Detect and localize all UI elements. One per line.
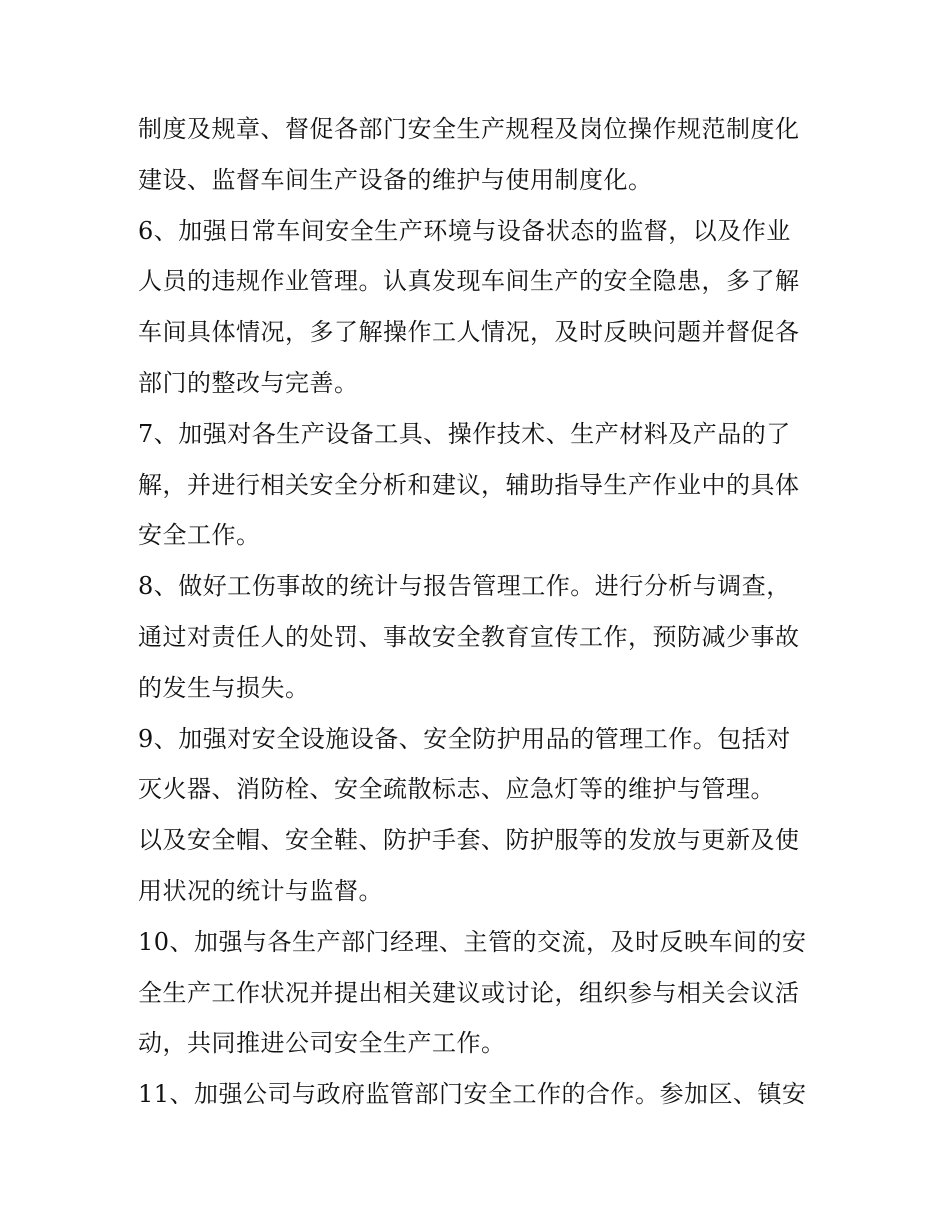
text-line: 通过对责任人的处罚、事故安全教育宣传工作，预防减少事故 — [138, 622, 800, 651]
text-line: 11、加强公司与政府监管部门安全工作的合作。参加区、镇安 — [138, 1080, 807, 1109]
text-line: 9、加强对安全设施设备、安全防护用品的管理工作。包括对 — [138, 724, 791, 753]
text-line: 以及安全帽、安全鞋、防护手套、防护服等的发放与更新及使 — [138, 826, 800, 855]
text-line: 灭火器、消防栓、安全疏散标志、应急灯等的维护与管理。 — [138, 775, 775, 804]
text-line: 10、加强与各生产部门经理、主管的交流，及时反映车间的安 — [138, 927, 807, 956]
text-line: 解，并进行相关安全分析和建议，辅助指导生产作业中的具体 — [138, 470, 800, 499]
text-line: 全生产工作状况并提出相关建议或讨论，组织参与相关会议活 — [138, 978, 800, 1007]
text-line: 8、做好工伤事故的统计与报告管理工作。进行分析与调查， — [138, 572, 791, 601]
text-line: 7、加强对各生产设备工具、操作技术、生产材料及产品的了 — [138, 419, 791, 448]
text-line: 用状况的统计与监督。 — [138, 876, 383, 905]
text-line: 6、加强日常车间安全生产环境与设备状态的监督，以及作业 — [138, 216, 791, 245]
text-line: 制度及规章、督促各部门安全生产规程及岗位操作规范制度化 — [138, 115, 800, 143]
text-line: 人员的违规作业管理。认真发现车间生产的安全隐患，多了解 — [138, 267, 800, 296]
text-line: 车间具体情况，多了解操作工人情况，及时反映问题并督促各 — [138, 318, 800, 347]
text-line: 建设、监督车间生产设备的维护与使用制度化。 — [138, 165, 653, 194]
text-line: 动，共同推进公司安全生产工作。 — [138, 1029, 506, 1058]
text-line: 部门的整改与完善。 — [138, 368, 359, 397]
document-body — [138, 104, 818, 1120]
text-line: 安全工作。 — [138, 521, 261, 550]
text-line: 的发生与损失。 — [138, 673, 310, 702]
